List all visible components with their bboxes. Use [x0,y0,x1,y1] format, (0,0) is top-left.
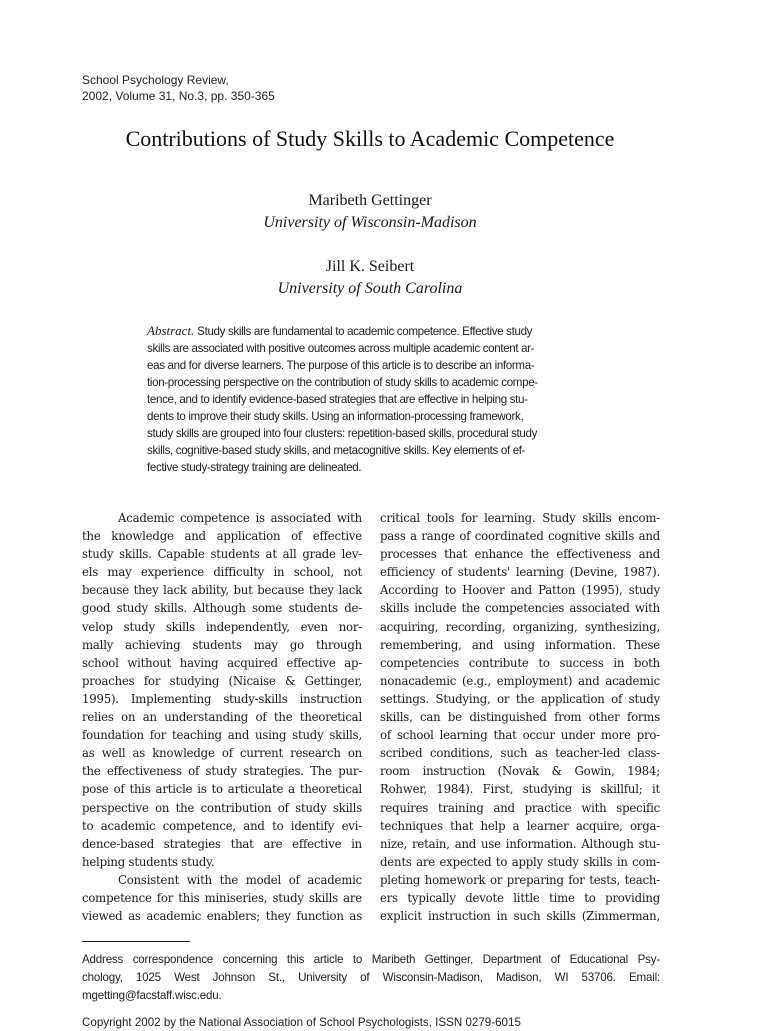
body-text-line: competencies contribute to success in both [380,655,660,670]
body-text-line: skills, can be distinguished from other forms [380,710,660,725]
body-column-right [380,509,660,925]
body-text-line: critical tools for learning. Study skills encom- [380,511,660,525]
body-text-line: helping students study. [82,854,215,869]
footnote-line: chology, 1025 West Johnson St., University of Wisconsin-Madison, Madison, WI 53706. Email: [82,971,660,984]
body-text-line: relies on an understanding of the theoretical [82,710,362,725]
body-text-line: pose of this article is to articulate a theoretical [82,782,362,797]
body-text-line: Consistent with the model of academic [118,872,362,887]
body-text-line: the effectiveness of study strategies. The pur- [82,764,362,779]
body-text-line: requires training and practice with specific [380,800,660,815]
abstract-line: study skills are grouped into four clusters: repetition-based skills, procedural study [147,427,538,440]
body-text-line: foundation for teaching and using study skills, [82,728,362,743]
author-affiliation-1: University of Wisconsin-Madison [263,214,477,231]
body-text-line: dence-based strategies that are effective in [82,836,362,851]
body-text-line: dents are expected to apply study skills in com- [380,854,660,869]
author-name-1: Maribeth Gettinger [308,192,432,209]
body-text-line: pleting homework or preparing for tests, teach- [380,872,660,887]
body-text-line: good study skills. Although some students de- [82,601,362,616]
body-text-line: school without having acquired effective ap- [82,655,362,670]
body-column-left [82,509,362,925]
body-text-line: the knowledge and application of effective [82,529,362,544]
abstract-line: dents to improve their study skills. Using an information-processing framework, [147,410,524,423]
body-text-line: acquiring, recording, organizing, synthesizing, [380,619,660,634]
body-text-line: processes that enhance the effectiveness and [380,547,660,562]
author-affiliation-2: University of South Carolina [277,280,463,297]
abstract-line: skills, cognitive-based study skills, and metacognitive skills. Key elements of ef- [147,444,526,457]
body-text-line: study skills. Capable students at all grade lev- [82,547,362,562]
body-text-line: According to Hoover and Patton (1995), study [380,583,660,598]
abstract-line: tion-processing perspective on the contribution of study skills to academic compe- [147,376,538,389]
body-text-line: viewed as academic enablers; they function as [82,909,362,924]
author-name-2: Jill K. Seibert [325,258,415,275]
body-text-line: 1995). Implementing study-skills instruction [82,691,362,706]
body-text-line: proaches for studying (Nicaise & Gettinger, [82,673,362,688]
body-text-line: velop study skills independently, even nor- [82,619,362,634]
journal-name: School Psychology Review, [82,73,229,87]
copyright-notice: Copyright 2002 by the National Association of School Psychologists, ISSN 0279-6015 [82,1016,521,1029]
body-text-line: settings. Studying, or the application of study [380,691,660,706]
body-text-line: as well as knowledge of current research on [82,746,362,761]
abstract-label: Abstract. [147,323,195,338]
body-text-line: Academic competence is associated with [118,511,362,525]
body-text-line: pass a range of coordinated cognitive skills and [380,529,660,544]
body-text-line: skills include the competencies associated with [380,601,660,616]
footnote-line: Address correspondence concerning this article to Maribeth Gettinger, Department of Educational Psy- [82,953,660,966]
correspondence-footnote [82,951,660,1005]
body-text-line: ers typically devote little time to providing [380,890,660,905]
abstract-line: skills are associated with positive outcomes across multiple academic content ar- [147,342,535,355]
body-text-line: because they lack ability, but because they lack [82,583,362,598]
journal-citation [82,72,275,104]
body-text-line: nize, retain, and use information. Although stu- [380,836,660,851]
body-text-line: room instruction (Novak & Gowin, 1984; [380,764,660,779]
body-text-line: perspective on the contribution of study skills [82,800,362,815]
body-text-line: nonacademic (e.g., employment) and academic [380,673,660,688]
body-text-line: to academic competence, and to identify evi- [82,818,362,833]
abstract-line-text: Study skills are fundamental to academic competence. Effective study [194,325,533,338]
abstract [147,322,593,476]
article-title: Contributions of Study Skills to Academic Competence [125,126,615,151]
body-text-line: competence for this miniseries, study skills are [82,890,362,905]
journal-volume: 2002, Volume 31, No.3, pp. 350-365 [82,89,275,103]
body-text-line: els may experience difficulty in school, not [82,565,362,580]
abstract-line: tence, and to identify evidence-based strategies that are effective in helping stu- [147,393,528,406]
abstract-line: eas and for diverse learners. The purpose of this article is to describe an informa- [147,359,535,372]
body-text-line: remembering, and using information. These [380,637,660,652]
body-text-line: of school learning that occur under more pro- [380,728,660,743]
footnote-divider [82,941,190,942]
body-text-line: Rohwer, 1984). First, studying is skillful; it [380,782,660,797]
body-text-line: scribed conditions, such as teacher-led class- [380,746,660,761]
body-text-line: efficiency of students' learning (Devine, 1987). [380,565,660,580]
abstract-line: fective study-strategy training are delineated. [147,461,362,474]
body-text-line: techniques that help a learner acquire, orga- [380,818,660,833]
body-text-line: mally achieving students may go through [82,637,362,652]
body-text-line: explicit instruction in such skills (Zimmerman, [380,909,660,924]
footnote-line: mgetting@facstaff.wisc.edu. [82,989,222,1002]
abstract-line [147,322,593,340]
